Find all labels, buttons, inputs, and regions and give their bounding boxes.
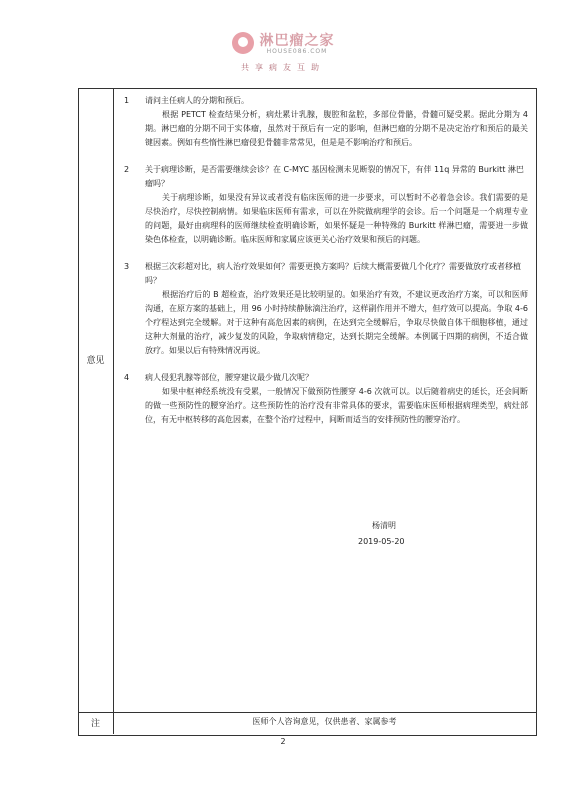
opinion-label: 意见 — [86, 356, 105, 366]
logo-name: 淋巴瘤之家 — [259, 33, 335, 49]
question-text: 根据三次彩超对比，病人治疗效果如何？需要更换方案吗？后续大概需要做几个化疗？需要做放疗或者移植吗？ — [145, 262, 521, 285]
logo-icon — [232, 32, 254, 54]
note-label: 注 — [90, 719, 100, 729]
question-number: 3 — [124, 262, 130, 271]
qa-item — [120, 163, 528, 247]
page-number: 2 — [280, 737, 286, 746]
question — [120, 371, 528, 385]
table-column-divider — [113, 88, 114, 734]
table-row-divider — [78, 712, 536, 713]
question-number: 4 — [124, 373, 130, 382]
question-text: 病人侵犯乳腺等部位，腰穿建议最少做几次呢？ — [145, 373, 313, 382]
answer-text: 根据 PETCT 检查结果分析，病灶累计乳腺，腹腔和盆腔，多部位骨骼，骨髓可疑受累。据此分期为 4 期。淋巴瘤的分期不同于实体瘤，虽然对于预后有一定的影响，但淋巴瘤的分期不是决定治疗和预后的最关键因素。例如有些惰性淋巴瘤侵犯骨髓非常常见，但是是不影响治疗和预后。 — [145, 110, 528, 147]
question-text: 请问主任病人的分期和预后。 — [145, 96, 249, 105]
signature-date: 2019-05-20 — [358, 537, 405, 546]
qa-item — [120, 371, 528, 427]
logo-url: HOUSE086.COM — [266, 48, 328, 55]
question-text: 关于病理诊断，是否需要继续会诊？在 C-MYC 基因检测未见断裂的情况下，有伴 11q 异常的 Burkitt 淋巴瘤吗？ — [145, 165, 524, 188]
question — [120, 163, 528, 191]
qa-item — [120, 260, 528, 358]
qa-item — [120, 94, 528, 150]
question-number: 1 — [124, 96, 130, 105]
question-number: 2 — [124, 165, 130, 174]
answer-text: 关于病理诊断，如果没有异议或者没有临床医师的进一步要求，可以暂时不必着急会诊。我们需要的是尽快治疗，尽快控制病情。如果临床医师有需求，可以在外院做病理学的会诊。后一个问题是一个病理专业的问题，最好由病理科的医师继续检查明确诊断，如果怀疑是一种特殊的 Burkitt 样淋巴瘤，需要进一步做染色体检查，以明确诊断。临床医师和家属应该更关心治疗效果和预后的问题。 — [145, 193, 528, 244]
opinion-content — [120, 94, 528, 440]
site-logo — [0, 30, 566, 58]
signature-name: 杨清明 — [372, 521, 396, 530]
note-text: 医师个人咨询意见，仅供患者、家属参考 — [252, 717, 397, 726]
answer-text: 根据治疗后的 B 超检查，治疗效果还是比较明显的。如果治疗有效，不建议更改治疗方案，可以和医师沟通，在原方案的基础上，用 96 小时持续静脉滴注治疗，这样副作用并不增大，但疗效可以提高。争取 4-6 个疗程达到完全缓解。对于这种有高危因素的病例，在达到完全缓解后，争取尽快做自体干细胞移植，通过这种大剂量的治疗，减少复发的风险，争取病情稳定，达到长期完全缓解。本例属于四期的病例，不适合做放疗。如果以后有特殊情况再说。 — [145, 290, 528, 355]
question — [120, 94, 528, 108]
question — [120, 260, 528, 288]
answer-text: 如果中枢神经系统没有受累，一般情况下做预防性腰穿 4-6 次就可以。以后随着病史的延长，还会间断的做一些预防性的腰穿治疗。这些预防性的治疗没有非常具体的要求，需要临床医师根据病理类型，病灶部位，有无中枢转移的高危因素，在整个治疗过程中，间断而适当的安排预防性的腰穿治疗。 — [145, 387, 528, 424]
logo-slogan: 共享病友互助 — [241, 63, 325, 72]
